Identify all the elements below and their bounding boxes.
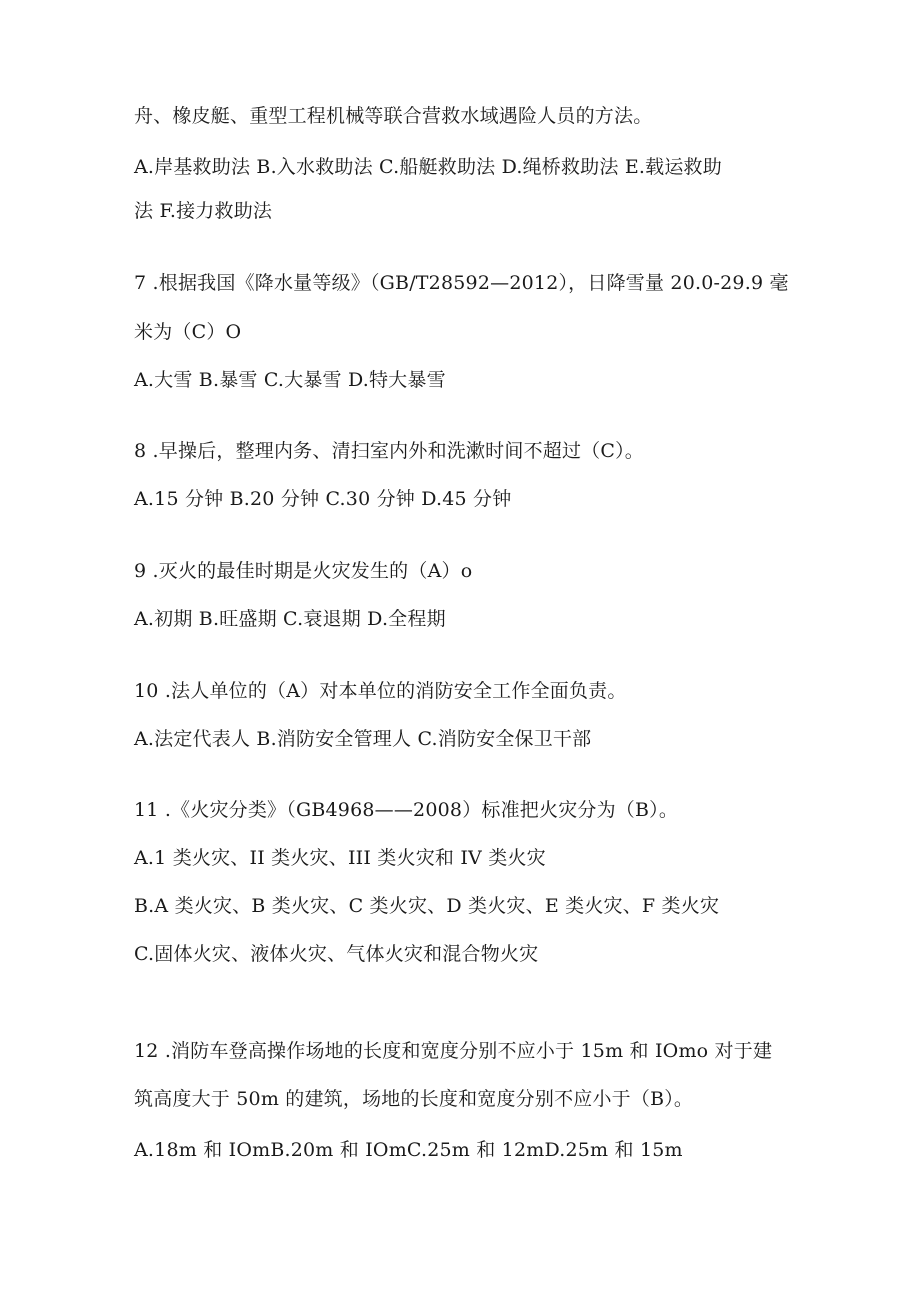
q12-stem-line-1: 12 .消防车登高操作场地的长度和宽度分别不应小于 15m 和 IOmo 对于建 <box>134 1040 773 1062</box>
q9-options: A.初期 B.旺盛期 C.衰退期 D.全程期 <box>134 608 446 630</box>
q7-stem-line-2: 米为（C）O <box>134 321 242 343</box>
q7-options: A.大雪 B.暴雪 C.大暴雪 D.特大暴雪 <box>134 369 446 391</box>
q7-stem-line-1: 7 .根据我国《降水量等级》（GB/T28592—2012），日降雪量 20.0-29.9 毫 <box>134 272 789 294</box>
q12-options: A.18m 和 IOmB.20m 和 IOmC.25m 和 12mD.25m 和 15m <box>134 1139 683 1161</box>
q12-stem-line-2: 筑高度大于 50m 的建筑，场地的长度和宽度分别不应小于（B）。 <box>134 1088 694 1110</box>
q10-stem: 10 .法人单位的（A）对本单位的消防安全工作全面负责。 <box>134 680 627 702</box>
q10-options: A.法定代表人 B.消防安全管理人 C.消防安全保卫干部 <box>134 728 592 750</box>
q8-options: A.15 分钟 B.20 分钟 C.30 分钟 D.45 分钟 <box>134 488 512 510</box>
q6-stem-continuation: 舟、橡皮艇、重型工程机械等联合营救水域遇险人员的方法。 <box>134 105 653 127</box>
q11-option-a: A.1 类火灾、II 类火灾、III 类火灾和 IV 类火灾 <box>134 847 546 869</box>
q8-stem: 8 .早操后，整理内务、清扫室内外和洗漱时间不超过（C）。 <box>134 440 645 462</box>
q11-stem: 11 .《火灾分类》（GB4968——2008）标准把火灾分为（B）。 <box>134 799 679 821</box>
q11-option-b: B.A 类火灾、B 类火灾、C 类火灾、D 类火灾、E 类火灾、F 类火灾 <box>134 895 720 917</box>
q6-options-line-1: A.岸基救助法 B.入水救助法 C.船艇救助法 D.绳桥救助法 E.载运救助 <box>134 156 722 178</box>
q6-options-line-2: 法 F.接力救助法 <box>134 200 273 222</box>
q11-option-c: C.固体火灾、液体火灾、气体火灾和混合物火灾 <box>134 943 539 965</box>
q9-stem: 9 .灭火的最佳时期是火灾发生的（A）o <box>134 560 473 582</box>
